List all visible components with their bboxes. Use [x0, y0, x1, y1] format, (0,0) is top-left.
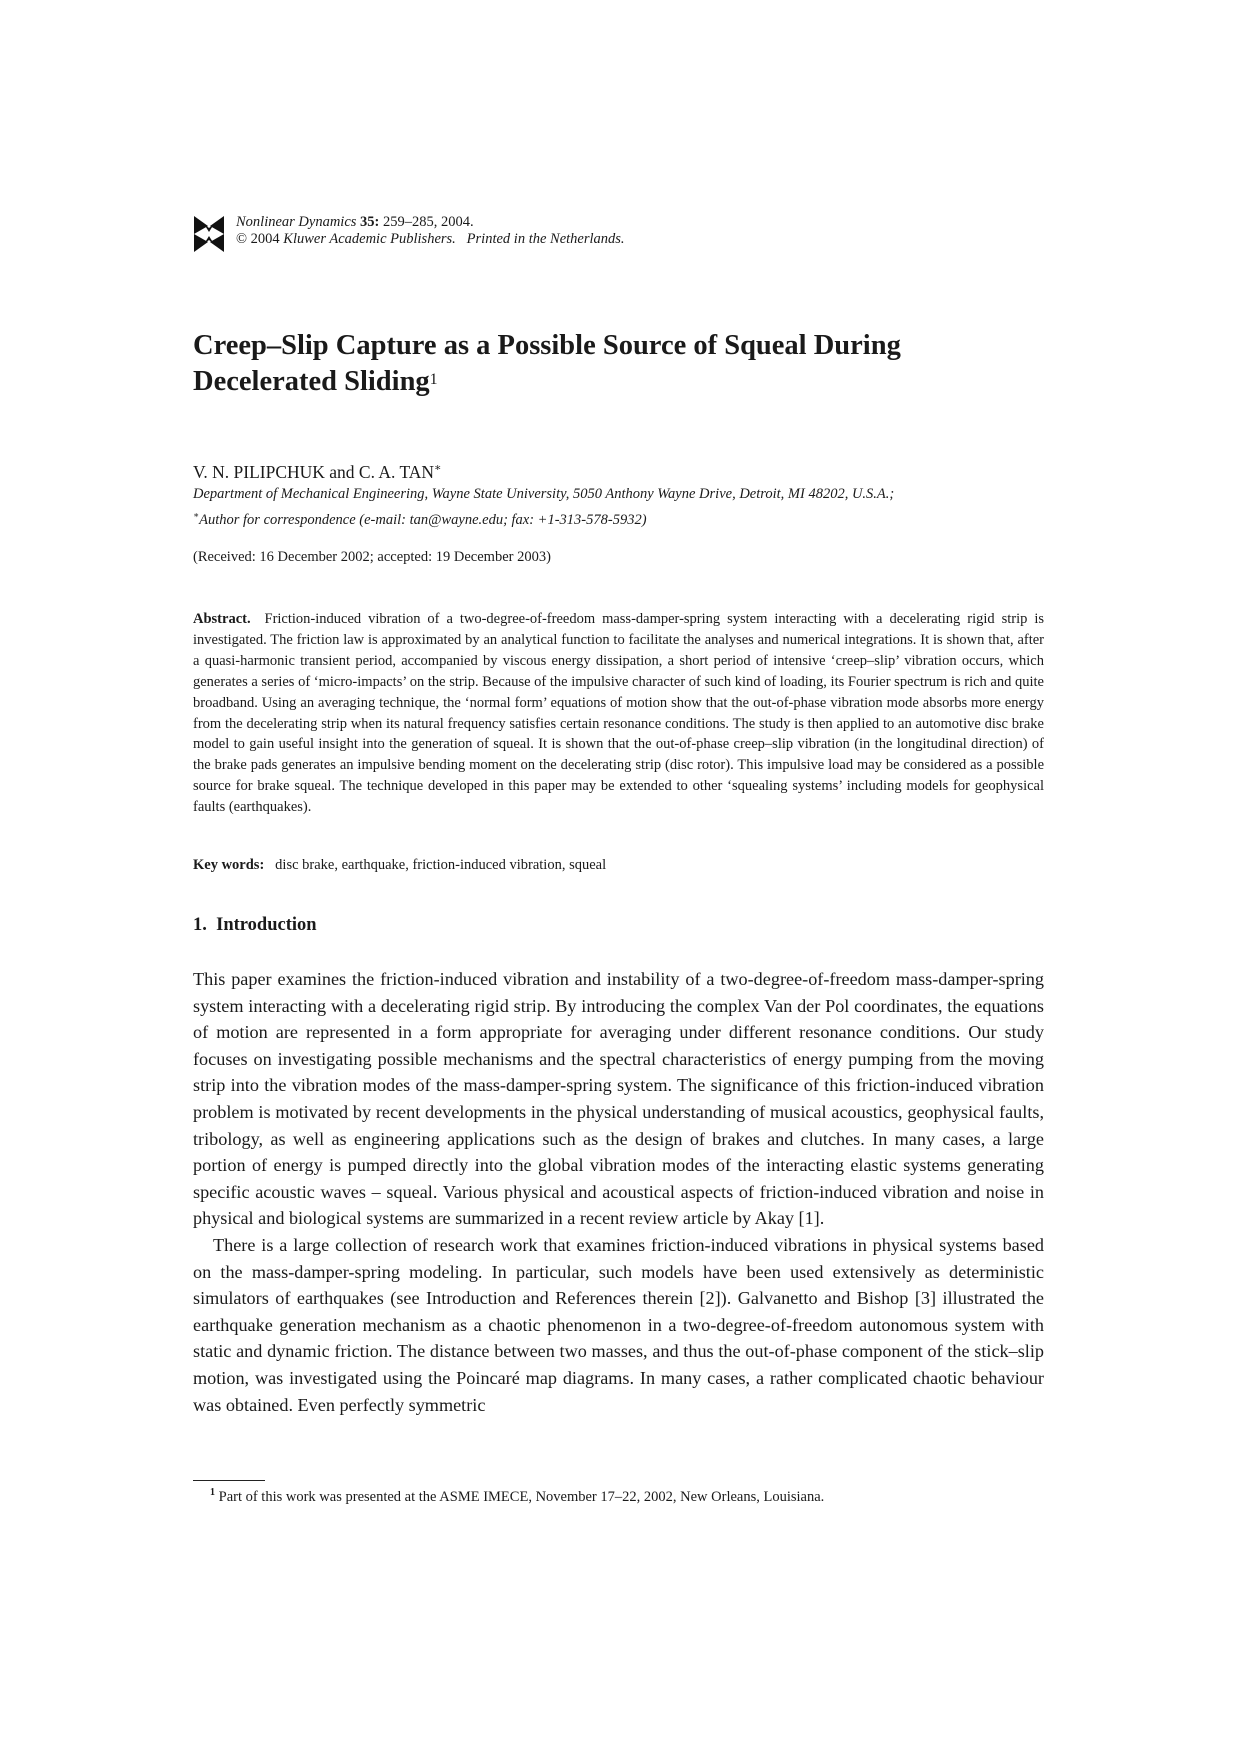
correspondence-mark: ∗: [434, 462, 442, 474]
abstract: [193, 609, 1044, 818]
journal-header: [194, 214, 894, 254]
affiliation-block: [193, 484, 1073, 531]
affiliation: Department of Mechanical Engineering, Wayne State University, 5050 Anthony Wayne Drive, Detroit, MI 48202, U.S.A.;: [193, 486, 895, 502]
paragraph-1: This paper examines the friction-induced vibration and instability of a two-degree-of-freedom mass-damper-spring system interacting with a decelerating rigid strip. By introducing the complex Van der Pol coordinates, the equations of motion are represented in a form appropriate for averaging under different resonance conditions. Our study focuses on investigating possible mechanisms and the spectral characteristics of energy pumping from the moving strip into the vibration modes of the mass-damper-spring system. The significance of this friction-induced vibration problem is motivated by recent developments in the physical understanding of musical acoustics, geophysical faults, tribology, as well as engineering applications such as the design of brakes and clutches. In many cases, a large portion of energy is pumped directly into the global vibration modes of the interacting elastic systems generating specific acoustic waves – squeal. Various physical and acoustical aspects of friction-induced vibration and noise in physical and biological systems are summarized in a recent review article by Akay [1].: [193, 969, 1044, 1229]
printed-note: Printed in the Netherlands.: [466, 230, 625, 247]
correspondence-text: Author for correspondence (e-mail: tan@wayne.edu; fax: +1-313-578-5932): [199, 511, 647, 528]
publisher-name: Kluwer Academic Publishers.: [283, 230, 456, 247]
correspondence-mark-2: ∗: [193, 510, 200, 520]
title-footnote-mark: 1: [429, 371, 438, 388]
abstract-label: Abstract.: [193, 611, 251, 627]
section-number: 1.: [193, 915, 207, 935]
correspondence-line: [193, 505, 1073, 531]
journal-name: Nonlinear Dynamics: [236, 214, 357, 230]
footnote-text: Part of this work was presented at the ASME IMECE, November 17–22, 2002, New Orleans, Louisiana.: [218, 1488, 825, 1505]
keywords: [193, 856, 606, 874]
abstract-text: Friction-induced vibration of a two-degree-of-freedom mass-damper-spring system interacting with a decelerating rigid strip is investigated. The friction law is approximated by an analytical function to facilitate the analyses and numerical integrations. It is shown that, after a quasi-harmonic transient period, accompanied by viscous energy dissipation, a short period of intensive ‘creep–slip’ vibration occurs, which generates a series of ‘micro-impacts’ on the strip. Because of the impulsive character of such kind of loading, its Fourier spectrum is rich and quite broadband. Using an averaging technique, the ‘normal form’ equations of motion show that the out-of-phase vibration mode absorbs more energy from the decelerating strip when its natural frequency satisfies certain resonance conditions. The study is then applied to an automotive disc brake model to gain useful insight into the generation of squeal. It is shown that the out-of-phase creep–slip vibration (in the longitudinal direction) of the brake pads generates an impulsive bending moment on the decelerating strip (disc rotor). This impulsive load may be considered as a possible source for brake squeal. The technique developed in this paper may be extended to other ‘squealing systems’ including models for geophysical faults (earthquakes).: [193, 611, 1044, 816]
journal-volume: 35:: [360, 214, 380, 230]
author-list: [193, 458, 442, 482]
section-title: Introduction: [216, 915, 317, 935]
publisher-logo-icon: [194, 214, 224, 254]
copyright-line: [236, 231, 625, 248]
title-line-2: Decelerated Sliding: [193, 366, 430, 397]
section-heading: [193, 914, 317, 936]
journal-pages-year: 259–285, 2004.: [379, 214, 474, 230]
footnote: [210, 1484, 1050, 1506]
paragraph-2: There is a large collection of research work that examines friction-induced vibrations in physical systems based on the mass-damper-spring modeling. In particular, such models have been used extensively as deterministic simulators of earthquakes (see Introduction and References therein [2]). Galvanetto and Bishop [3] illustrated the earthquake generation mechanism as a chaotic phenomenon in a two-degree-of-freedom autonomous system with static and dynamic friction. The distance between two masses, and thus the out-of-phase component of the stick–slip motion, was investigated using the Poincaré map diagrams. In many cases, a rather complicated chaotic behaviour was obtained. Even perfectly symmetric: [193, 1234, 1044, 1415]
paper-title: [193, 328, 1073, 400]
copyright-symbol: ©: [236, 230, 248, 247]
footnote-divider: [193, 1480, 265, 1481]
citation-line: [236, 214, 625, 231]
received-dates: (Received: 16 December 2002; accepted: 19 December 2003): [193, 549, 551, 565]
title-line-1: Creep–Slip Capture as a Possible Source of Squeal During: [193, 330, 901, 361]
copyright-year: 2004: [247, 230, 284, 247]
citation-block: [236, 214, 625, 247]
body-text: [193, 966, 1044, 1418]
keywords-label: Key words:: [193, 857, 265, 873]
author-names: V. N. PILIPCHUK and C. A. TAN: [193, 461, 435, 482]
keywords-text: disc brake, earthquake, friction-induced vibration, squeal: [275, 857, 607, 873]
footnote-mark: 1: [210, 1487, 215, 1498]
